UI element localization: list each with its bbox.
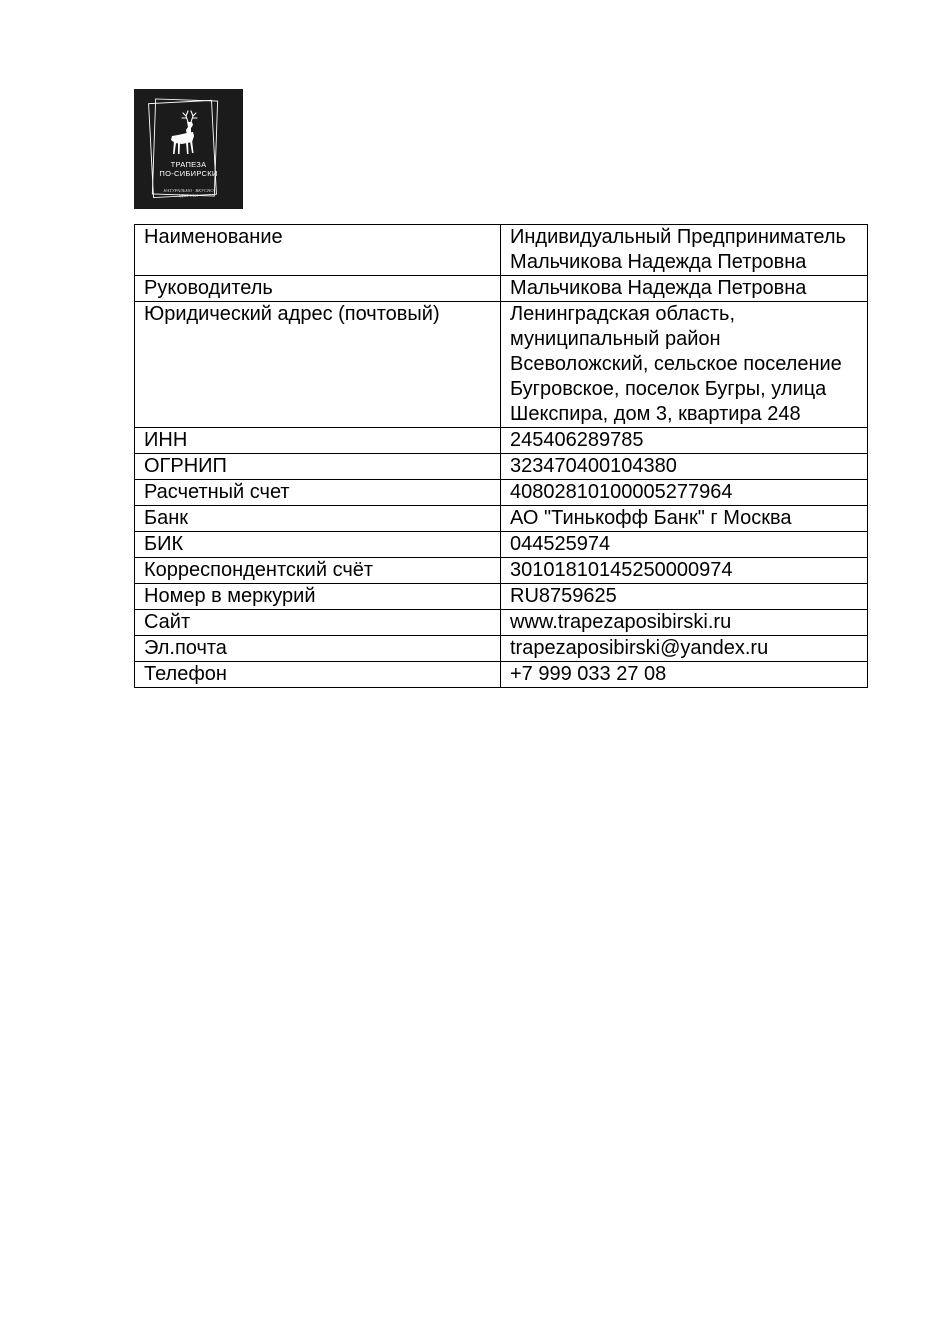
- requisite-label: Банк: [135, 506, 501, 532]
- requisite-label: Телефон: [135, 662, 501, 688]
- logo-tagline-line1: НАТУРАЛЬНО · ВКУСНО: [163, 188, 214, 193]
- requisites-row: [135, 276, 868, 302]
- requisite-label: Наименование: [135, 225, 501, 276]
- requisite-value: Индивидуальный Предприниматель Мальчикова Надежда Петровна: [501, 225, 868, 276]
- requisite-value: RU8759625: [501, 584, 868, 610]
- logo-frame: [149, 100, 217, 197]
- requisites-row: [135, 225, 868, 276]
- requisite-label: Расчетный счет: [135, 480, 501, 506]
- logo-frame: [152, 99, 217, 196]
- requisite-label: Корреспондентский счёт: [135, 558, 501, 584]
- requisite-label: ОГРНИП: [135, 454, 501, 480]
- requisite-value: +7 999 033 27 08: [501, 662, 868, 688]
- logo-brand-line1: ТРАПЕЗА: [170, 160, 207, 169]
- requisites-row: [135, 532, 868, 558]
- logo-brand-line2: ПО-СИБИРСКИ: [159, 169, 218, 178]
- requisite-value: trapezaposibirski@yandex.ru: [501, 636, 868, 662]
- requisites-row: [135, 480, 868, 506]
- requisite-value: 245406289785: [501, 428, 868, 454]
- requisites-row: [135, 506, 868, 532]
- company-logo: [134, 89, 243, 209]
- requisite-label: Юридический адрес (почтовый): [135, 302, 501, 428]
- requisite-value: Ленинградская область, муниципальный район Всеволожский, сельское поселение Бугровское, поселок Бугры, улица Шекспира, дом 3, квартира 248: [501, 302, 868, 428]
- requisites-row: [135, 558, 868, 584]
- requisite-value: 40802810100005277964: [501, 480, 868, 506]
- requisites-row: [135, 662, 868, 688]
- requisite-value: 30101810145250000974: [501, 558, 868, 584]
- requisites-row: [135, 610, 868, 636]
- requisites-table-body: [135, 225, 868, 688]
- requisites-row: [135, 302, 868, 428]
- requisite-label: Эл.почта: [135, 636, 501, 662]
- requisite-label: БИК: [135, 532, 501, 558]
- logo-tagline-line2: ЗДОРОВО: [178, 193, 199, 198]
- requisites-row: [135, 636, 868, 662]
- requisite-value: Мальчикова Надежда Петровна: [501, 276, 868, 302]
- requisite-value: 323470400104380: [501, 454, 868, 480]
- requisite-value: АО "Тинькофф Банк" г Москва: [501, 506, 868, 532]
- deer-icon: [171, 111, 197, 154]
- requisite-label: Номер в меркурий: [135, 584, 501, 610]
- requisites-row: [135, 584, 868, 610]
- requisite-value: 044525974: [501, 532, 868, 558]
- requisite-value: www.trapezaposibirski.ru: [501, 610, 868, 636]
- requisite-label: Руководитель: [135, 276, 501, 302]
- requisites-table: [134, 224, 868, 688]
- requisites-row: [135, 428, 868, 454]
- requisite-label: Сайт: [135, 610, 501, 636]
- requisites-row: [135, 454, 868, 480]
- requisite-label: ИНН: [135, 428, 501, 454]
